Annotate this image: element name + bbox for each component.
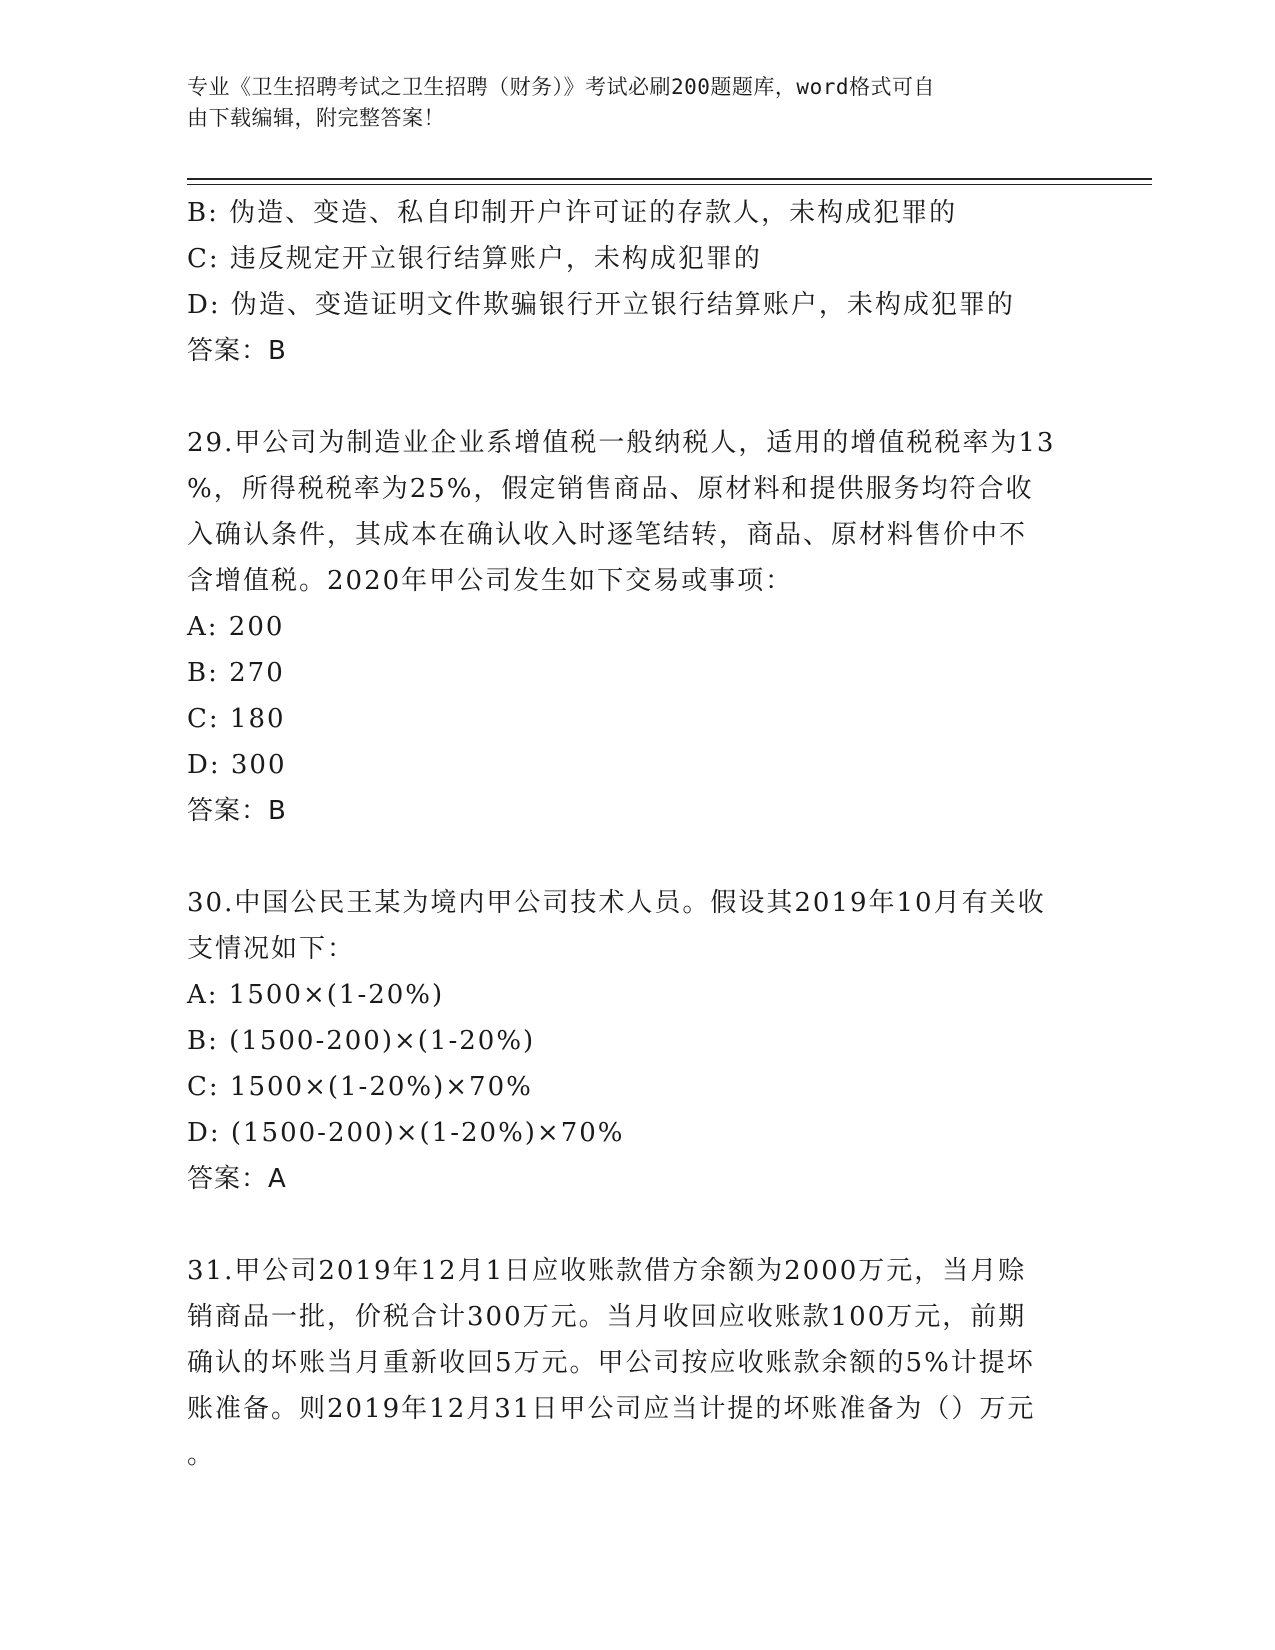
q29-option-d: D: 300 — [187, 750, 287, 780]
q28-answer: 答案：B — [187, 336, 287, 366]
q30-option-d: D: (1500-200)×(1-20%)×70% — [187, 1118, 625, 1148]
q29-stem-line-4: 含增值税。2020年甲公司发生如下交易或事项： — [187, 566, 794, 596]
document-header — [187, 72, 1067, 134]
header-divider-thin — [187, 184, 1152, 185]
q30-answer: 答案：A — [187, 1164, 287, 1194]
spacer — [187, 834, 1087, 880]
q31-stem-line-1: 31.甲公司2019年12月1日应收账款借方余额为2000万元，当月赊 — [187, 1256, 1027, 1286]
q31-stem-line-3: 确认的坏账当月重新收回5万元。甲公司按应收账款余额的5%计提坏 — [187, 1348, 1035, 1378]
header-divider-thick — [187, 178, 1152, 180]
q29-option-b: B: 270 — [187, 658, 285, 688]
header-line-2: 由下载编辑，附完整答案！ — [187, 106, 445, 130]
q30-option-b: B: (1500-200)×(1-20%) — [187, 1026, 536, 1056]
q28-option-d: D: 伪造、变造证明文件欺骗银行开立银行结算账户，未构成犯罪的 — [187, 290, 1015, 320]
q29-stem-line-3: 入确认条件，其成本在确认收入时逐笔结转，商品、原材料售价中不 — [187, 520, 1028, 550]
q30-option-a: A: 1500×(1-20%) — [187, 980, 445, 1010]
question-30 — [187, 880, 1087, 1202]
spacer — [187, 374, 1087, 420]
q29-answer: 答案：B — [187, 796, 287, 826]
q31-stem-line-5: 。 — [187, 1440, 216, 1470]
question-29 — [187, 420, 1087, 834]
q29-option-c: C: 180 — [187, 704, 286, 734]
q31-stem-line-2: 销商品一批，价税合计300万元。当月收回应收账款100万元，前期 — [187, 1302, 1027, 1332]
question-28 — [187, 190, 1087, 374]
q29-option-a: A: 200 — [187, 612, 285, 642]
q29-stem-line-2: %，所得税税率为25%，假定销售商品、原材料和提供服务均符合收 — [187, 474, 1034, 504]
spacer — [187, 1202, 1087, 1248]
q30-stem-line-2: 支情况如下： — [187, 934, 356, 964]
q29-stem-line-1: 29.甲公司为制造业企业系增值税一般纳税人，适用的增值税税率为13 — [187, 428, 1056, 458]
q31-stem-line-4: 账准备。则2019年12月31日甲公司应当计提的坏账准备为（）万元 — [187, 1394, 1036, 1424]
question-31 — [187, 1248, 1087, 1478]
q30-option-c: C: 1500×(1-20%)×70% — [187, 1072, 533, 1102]
q28-option-b: B: 伪造、变造、私自印制开户许可证的存款人，未构成犯罪的 — [187, 198, 958, 228]
question-content — [187, 190, 1087, 1478]
q28-option-c: C: 违反规定开立银行结算账户，未构成犯罪的 — [187, 244, 762, 274]
header-line-1: 专业《卫生招聘考试之卫生招聘（财务）》考试必刷200题题库，word格式可自 — [187, 75, 935, 99]
q30-stem-line-1: 30.中国公民王某为境内甲公司技术人员。假设其2019年10月有关收 — [187, 888, 1046, 918]
